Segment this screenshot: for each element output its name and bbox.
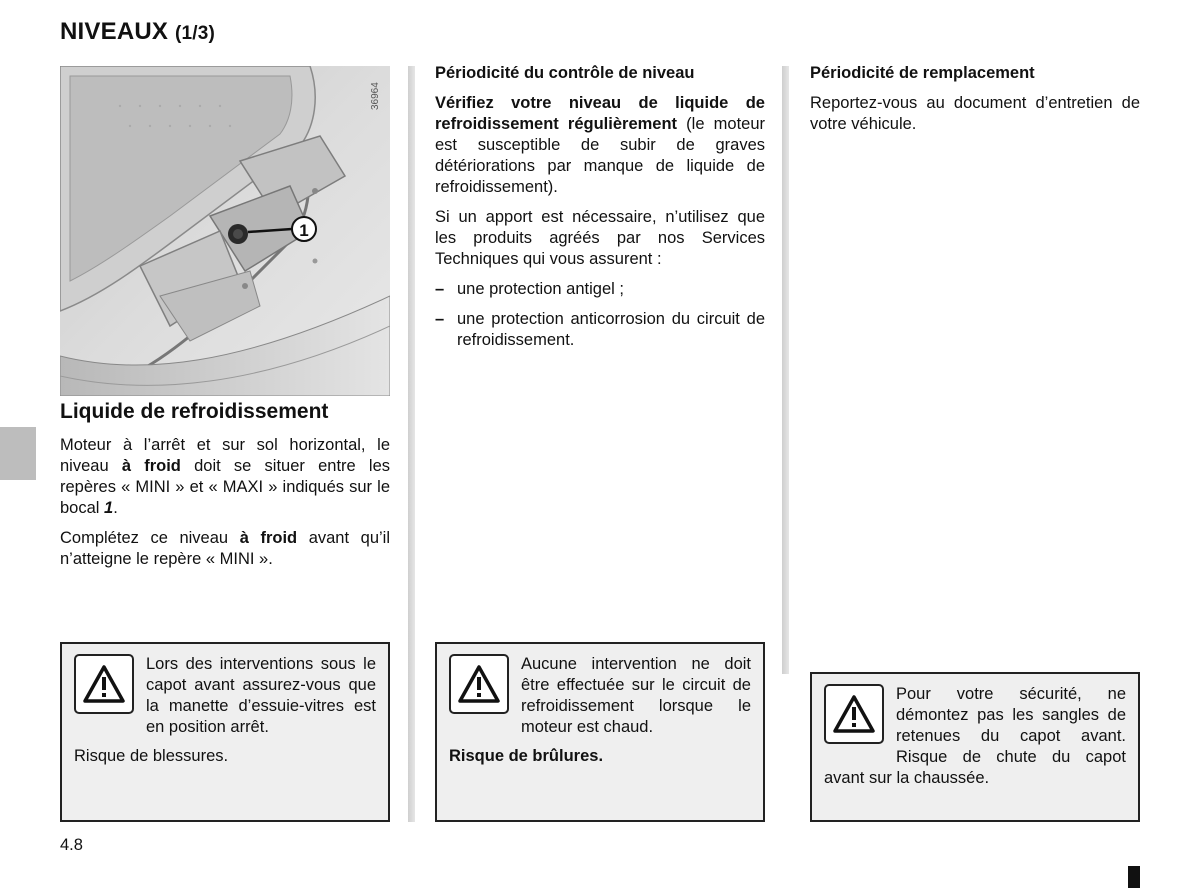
section-heading: Liquide de refroidissement bbox=[60, 400, 329, 423]
warning-risk: Risque de blessures. bbox=[74, 747, 229, 765]
check-paragraph: Vérifiez votre niveau de liquide de refroidissement régulièrement (le moteur est susceptible de subir de graves détériorations par manque de liquide de refroidissement). bbox=[435, 94, 765, 196]
column-separator bbox=[782, 66, 789, 674]
warning-triangle-icon bbox=[74, 654, 134, 714]
list-item: – une protection antigel ; bbox=[435, 280, 624, 298]
engine-bay-illustration bbox=[60, 66, 390, 396]
warning-text: Aucune intervention ne doit être effectuée sur le circuit de refroidissement lorsque le moteur est chaud. bbox=[521, 655, 751, 736]
coolant-level-paragraph: Moteur à l’arrêt et sur sol horizontal, le niveau à froid doit se situer entre les repères « MINI » et « MAXI » indiqués sur le bocal 1. bbox=[60, 436, 391, 517]
top-up-paragraph: Complétez ce niveau à froid avant qu’il n’atteigne le repère « MINI ». bbox=[60, 529, 390, 568]
replacement-paragraph: Reportez-vous au document d’entretien de votre véhicule. bbox=[810, 94, 1140, 133]
warning-box-hood-straps bbox=[810, 672, 1140, 822]
warning-box-wiper bbox=[60, 642, 390, 822]
corner-mark bbox=[1128, 866, 1140, 888]
middle-column-text bbox=[435, 63, 765, 360]
page-title-suffix: (1/3) bbox=[174, 23, 216, 44]
page-title-text: NIVEAUX bbox=[60, 18, 169, 45]
page-number: 4.8 bbox=[60, 836, 83, 854]
image-code: 36964 bbox=[370, 82, 381, 110]
replacement-frequency-heading: Périodicité de remplacement bbox=[810, 64, 1035, 82]
warning-risk: Risque de brûlures. bbox=[449, 747, 604, 765]
warning-triangle-icon bbox=[824, 684, 884, 744]
approved-products-paragraph: Si un apport est nécessaire, n’utilisez que les produits agréés par nos Services Techniques qui vous assurent : bbox=[435, 208, 765, 268]
left-column-text bbox=[60, 435, 390, 579]
warning-text: Lors des interventions sous le capot avant assurez-vous que la manette d’essuie-vitres est en position arrêt. bbox=[146, 655, 376, 736]
warning-triangle-icon bbox=[449, 654, 509, 714]
right-column-text bbox=[810, 63, 1140, 144]
page-title bbox=[60, 18, 215, 46]
check-frequency-heading: Périodicité du contrôle de niveau bbox=[435, 64, 695, 82]
warning-box-hot-engine bbox=[435, 642, 765, 822]
column-separator bbox=[408, 66, 415, 822]
list-item: – une protection anticorrosion du circuit de refroidissement. bbox=[435, 310, 765, 349]
chapter-tab bbox=[0, 427, 36, 480]
warning-text: Pour votre sécurité, ne démontez pas les sangles de retenues du capot avant. Risque de chute du capot avant sur la chaussée. bbox=[824, 685, 1126, 787]
callout-1-label: 1 bbox=[299, 221, 309, 240]
